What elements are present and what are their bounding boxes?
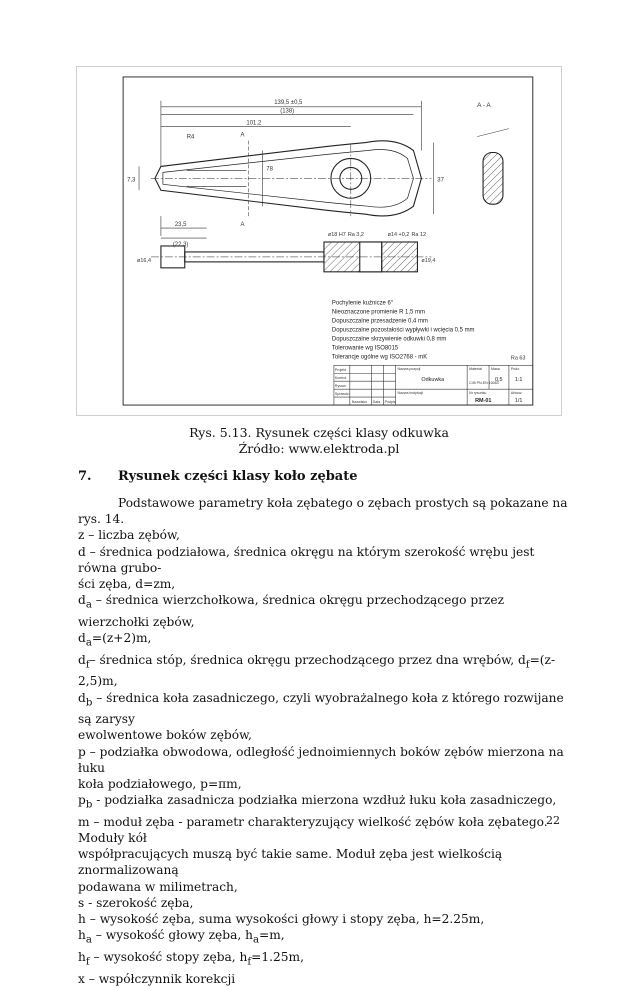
dim-end-ref: (22,3) [172, 241, 189, 248]
param-s: s - szerokość zęba, [78, 895, 194, 910]
param-p-line1: p – podziałka obwodowa, odległość jednoimiennych boków zębów mierzona na łuku [78, 744, 564, 775]
surface-roughness-mark: Ra 63 [510, 355, 526, 362]
note-line: Tolerowanie wg ISO8015 [331, 345, 399, 352]
tb-podzialka: Podz. [510, 367, 521, 372]
param-db-line2: ewolwentowe boków zębów, [78, 728, 252, 743]
tb-podpis: Podpis [384, 400, 396, 405]
dim-hole-distance: 101,2 [246, 120, 262, 127]
param-df: $d_f-$ średnica stóp, średnica okręgu przechodzącego przez dna wrębów, $d_f=(z-2,5)m$, [78, 652, 556, 689]
dim-end-width: 7,3 [127, 177, 136, 184]
top-view [151, 141, 431, 217]
tb-material: Materiał [469, 367, 482, 372]
body-text [78, 495, 568, 987]
forging-drawing [77, 67, 561, 415]
param-h: h – wysokość zęba, suma wysokości głowy i stopy zęba, h=2.25m, [78, 912, 485, 927]
drawing-notes [332, 301, 475, 361]
param-z: z – liczba zębów, [78, 528, 180, 543]
section-mark-a-bottom: A [240, 222, 245, 229]
tb-nr-rysunku-value: RM-01 [475, 398, 492, 405]
dim-head-dia: ø19,4 [421, 257, 436, 264]
param-hf: $h_f$ – wysokość stopy zęba, $h_f=1.25m$, [78, 949, 304, 968]
param-m-line1: m – moduł zęba - parametr charakteryzujący wielkość zębów koła zębatego. Moduły kół [78, 814, 548, 846]
section-title: Rysunek części klasy koło zębate [118, 469, 358, 484]
param-d-line2: ści zęba, d=zm, [78, 577, 176, 592]
tb-nazwa-instytucji: Nazwa instytucji [397, 391, 424, 396]
dim-head-width: 37 [437, 177, 444, 184]
section-a-a-label: A - A [477, 101, 491, 109]
param-ha: $h_a$ – wysokość głowy zęba, $h_a=m$, [78, 928, 285, 946]
tb-projekt: Projekt [334, 368, 347, 373]
tb-rysow: Rysow. [334, 384, 347, 389]
figure-caption: Rys. 5.13. Rysunek części klasy odkuwka [189, 425, 449, 440]
param-d-line1: d – średnica podziałowa, średnica okręgu na którym szerokość wrębu jest równa grubo- [78, 544, 535, 575]
roughness-ra12: Ra 12 [411, 232, 427, 239]
tb-nazwa-pozycji: Nazwa pozycji [397, 367, 421, 372]
front-view [151, 242, 431, 272]
tb-data: Data [372, 400, 381, 405]
tb-nazwisko: Nazwisko [351, 400, 368, 405]
tb-material-value: C45 PN-EN 10083 [469, 381, 499, 386]
tb-nr-rysunku: Nr rysunku [469, 391, 487, 396]
dim-bore-tol: ø14 +0,2 [387, 232, 410, 239]
note-line: Tolerancje ogólne wg ISO2768 - mK [331, 354, 428, 361]
dim-end-dia: ø16,4 [137, 257, 151, 264]
param-p-line2: koła podziałowego, p=πm, [78, 777, 242, 791]
param-pb: $p_b$ - podziałka zasadnicza podziałka mierzona wzdłuż łuku koła zasadniczego, [78, 793, 557, 811]
note-line: Dopuszczalne przesadzenie 0,4 mm [331, 318, 428, 325]
dim-width-78: 78 [266, 166, 273, 173]
title-block [334, 365, 533, 405]
note-line: Dopuszczalne pozostałości wypływki i wcięcia 0,5 mm [331, 327, 475, 334]
section-a-a [477, 102, 509, 204]
note-line: Nieoznaczone promienie R 1,5 mm [331, 309, 425, 316]
dim-bore-h7: ø18 H7 [327, 232, 346, 239]
tb-arkusz: Arkusz [510, 391, 522, 396]
tb-arkusz-value: 1/1 [514, 398, 523, 405]
tb-masa: Masa [491, 367, 500, 372]
roughness-ra32-a: Ra 3,2 [347, 232, 364, 239]
section-mark-a-top: A [240, 132, 245, 139]
tb-masa-value: 0,5 [494, 377, 503, 384]
tb-kontrol: Kontrol. [334, 376, 348, 381]
section-heading [78, 469, 358, 484]
dim-end-length: 23,5 [174, 222, 187, 229]
param-m-line2: współpracujących muszą być takie same. Moduł zęba jest wielkością znormalizowaną [78, 847, 503, 878]
tb-podzialka-value: 1:1 [514, 377, 523, 384]
tb-nazwa-pozycji-value: Odkuwka [421, 377, 445, 384]
param-x: x – współczynnik korekcji [78, 971, 236, 986]
param-da-line2: $d_a=(z+2)m$, [78, 631, 152, 649]
page-number: 22 [546, 814, 560, 827]
figure-source: Źródło: www.elektroda.pl [238, 441, 400, 456]
param-m-line3: podawana w milimetrach, [78, 879, 238, 894]
paragraph-intro: Podstawowe parametry koła zębatego o zębach prostych są pokazane na rys. 14. [78, 496, 568, 527]
note-line: Dopuszczalne skrzywienie odkuwki 0,8 mm [331, 336, 447, 343]
tb-sprawdz: Sprawdz. [334, 392, 350, 397]
technical-drawing-figure [76, 66, 562, 416]
dim-total-length: 139,5 ±0,5 [274, 99, 303, 106]
note-line: Pochylenie kuźnicze 6° [331, 300, 394, 307]
dim-radius: R4 [186, 134, 195, 141]
top-dimensions [139, 101, 433, 238]
param-db-line1: $d_b$ – średnica koła zasadniczego, czyli wyobrażalnego koła z którego rozwijane są zarysy [78, 690, 564, 727]
section-number: 7. [78, 469, 92, 484]
param-da-line1: $d_a$ – średnica wierzchołkowa, średnica okręgu przechodzącego przez wierzchołki zębów, [78, 593, 505, 629]
dim-ref-length: (138) [280, 108, 295, 115]
